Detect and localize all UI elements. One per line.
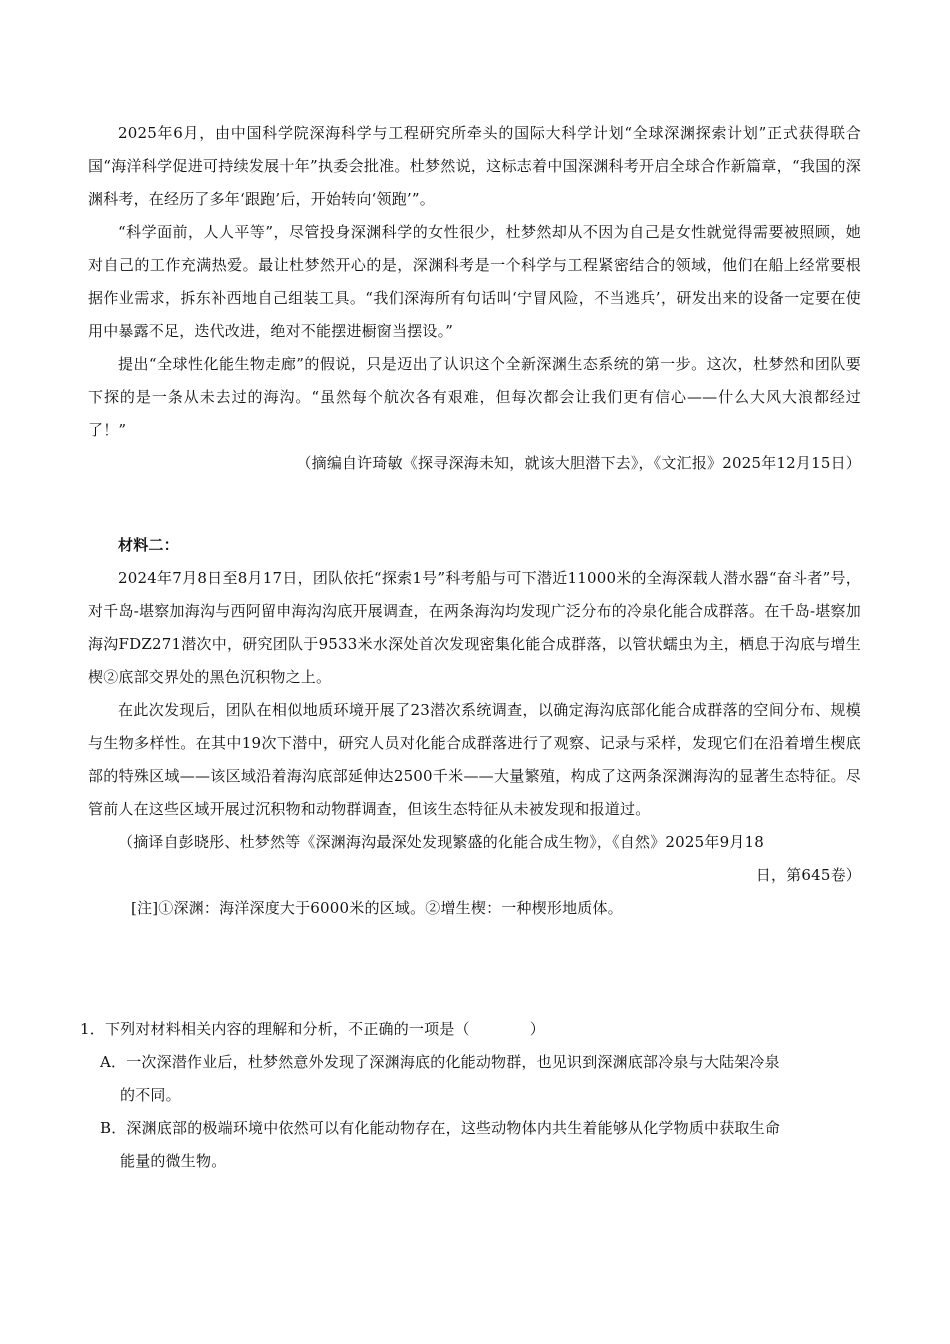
material-two-paragraph: 在此次发现后，团队在相似地质环境开展了23潜次系统调查，以确定海沟底部化能合成群落的空间分布、规模与生物多样性。在其中19次下潜中，研究人员对化能合成群落进行了观察、记录与采样，发现它们在沿着增生楔底部的特殊区域——该区域沿着海沟底部延伸达2500千米——大量繁殖，构成了这两条深渊海沟的显著生态特征。尽管前人在这些区域开展过沉积物和动物群调查，但该生态特征从未被发现和报道过。 bbox=[88, 701, 861, 818]
question-stem-text: 1．下列对材料相关内容的理解和分析，不正确的一项是（ bbox=[80, 1020, 470, 1038]
option-a bbox=[80, 1046, 861, 1112]
material-one-paragraph: 提出“全球性化能生物走廊”的假说，只是迈出了认识这个全新深渊生态系统的第一步。这次，杜梦然和团队要下探的是一条从未去过的海沟。“虽然每个航次各有艰难，但每次都会让我们更有信心——什么大风大浪都经过了！” bbox=[88, 355, 861, 439]
option-b bbox=[80, 1112, 861, 1178]
material-one-paragraph: “科学面前，人人平等”，尽管投身深渊科学的女性很少，杜梦然却从不因为自己是女性就觉得需要被照顾，她对自己的工作充满热爱。最让杜梦然开心的是，深渊科考是一个科学与工程紧密结合的领域，他们在船上经常要根据作业需求，拆东补西地自己组装工具。“我们深海所有句话叫‘宁冒风险，不当逃兵’，研发出来的设备一定要在使用中暴露不足，迭代改进，绝对不能摆进橱窗当摆设。” bbox=[88, 223, 861, 340]
material-two-source-line: （摘译自彭晓彤、杜梦然等《深渊海沟最深处发现繁盛的化能合成生物》，《自然》2025年9月18 bbox=[118, 833, 765, 851]
material-two bbox=[88, 529, 861, 925]
option-b-continuation: 能量的微生物。 bbox=[120, 1152, 227, 1170]
question-stem bbox=[80, 1013, 861, 1046]
material-one bbox=[88, 117, 861, 480]
question-section bbox=[80, 1013, 861, 1178]
option-b-text: B．深渊底部的极端环境中依然可以有化能动物存在，这些动物体内共生着能够从化学物质中获取生命 bbox=[100, 1119, 781, 1137]
material-one-source: （摘编自许琦敏《探寻深海未知，就该大胆潜下去》，《文汇报》2025年12月15日） bbox=[296, 454, 861, 472]
material-two-source-end: 日，第645卷） bbox=[755, 866, 861, 884]
option-a-continuation: 的不同。 bbox=[120, 1086, 181, 1104]
footnote: [注]①深渊：海洋深度大于6000米的区域。②增生楔：一种楔形地质体。 bbox=[131, 899, 623, 917]
material-two-paragraph: 2024年7月8日至8月17日，团队依托“探索1号”科考船与可下潜近11000米的全海深载人潜水器“奋斗者”号，对千岛-堪察加海沟与西阿留申海沟沟底开展调查，在两条海沟均发现广泛分布的冷泉化能合成群落。在千岛-堪察加海沟FDZ271潜次中，研究团队于9533米水深处首次发现密集化能合成群落，以管状蠕虫为主，栖息于沟底与增生楔②底部交界处的黑色沉积物之上。 bbox=[88, 569, 861, 686]
option-a-text: A．一次深潜作业后，杜梦然意外发现了深渊海底的化能动物群，也见识到深渊底部冷泉与大陆架冷泉 bbox=[100, 1053, 780, 1071]
material-one-paragraph: 2025年6月，由中国科学院深海科学与工程研究所牵头的国际大科学计划“全球深渊探索计划”正式获得联合国“海洋科学促进可持续发展十年”执委会批准。杜梦然说，这标志着中国深渊科考开启全球合作新篇章，“我国的深渊科考，在经历了多年‘跟跑’后，开始转向‘领跑’”。 bbox=[88, 124, 861, 208]
question-stem-close: ） bbox=[529, 1020, 545, 1038]
material-two-label: 材料二： bbox=[118, 536, 179, 554]
